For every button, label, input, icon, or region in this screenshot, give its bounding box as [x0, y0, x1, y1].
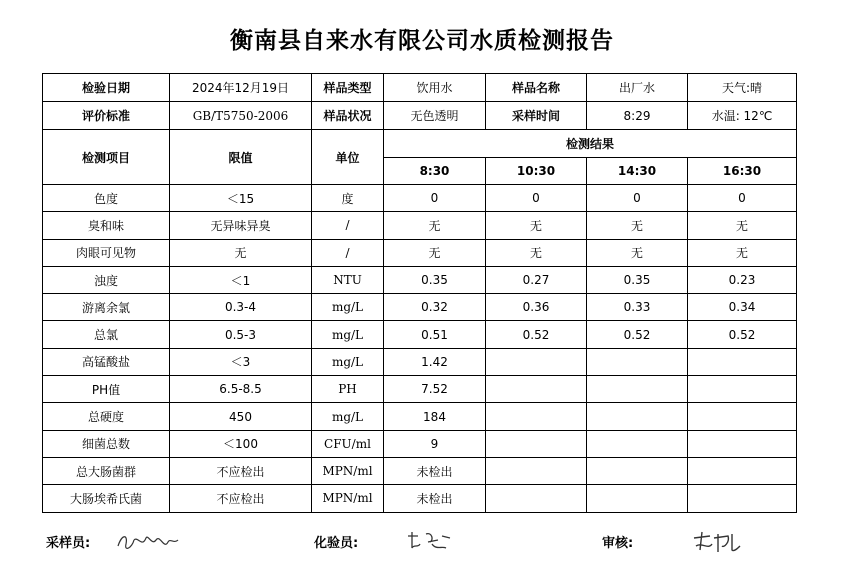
result-cell: [587, 376, 688, 403]
limit-cell: 0.3-4: [170, 294, 312, 321]
limit-cell: 不应检出: [170, 457, 312, 484]
result-cell: [486, 348, 587, 375]
sampler-signature: [112, 526, 182, 556]
unit-cell: mg/L: [312, 403, 384, 430]
result-cell: 0: [688, 185, 797, 212]
result-cell: [688, 403, 797, 430]
item-cell: 细菌总数: [43, 430, 170, 457]
table-row: [43, 403, 797, 430]
date-value: 2024年12月19日: [170, 74, 312, 102]
report-title: 衡南县自来水有限公司水质检测报告: [230, 28, 614, 54]
result-cell: 无: [384, 212, 486, 239]
unit-cell: /: [312, 212, 384, 239]
header-row-2: [43, 102, 797, 130]
sample-name-value: 出厂水: [587, 74, 688, 102]
table-row: [43, 485, 797, 512]
table-row: [43, 348, 797, 375]
header-row-1: [43, 74, 797, 102]
unit-cell: NTU: [312, 266, 384, 293]
item-cell: 色度: [43, 185, 170, 212]
col-limit-header: 限值: [170, 130, 312, 185]
reviewer-label: 审核:: [602, 536, 634, 551]
result-cell: 无: [486, 212, 587, 239]
result-cell: [486, 485, 587, 512]
result-cell: 0.32: [384, 294, 486, 321]
sample-status-value: 无色透明: [384, 102, 486, 130]
time-header: 10:30: [486, 158, 587, 185]
result-cell: 无: [384, 239, 486, 266]
result-cell: 184: [384, 403, 486, 430]
result-cell: [688, 430, 797, 457]
result-cell: [587, 403, 688, 430]
col-results-header: 检测结果: [384, 130, 797, 158]
result-cell: 0.52: [587, 321, 688, 348]
result-cell: 0: [384, 185, 486, 212]
result-cell: 未检出: [384, 485, 486, 512]
result-cell: 0.34: [688, 294, 797, 321]
unit-cell: mg/L: [312, 321, 384, 348]
result-cell: 0.35: [587, 266, 688, 293]
unit-cell: MPN/ml: [312, 485, 384, 512]
result-cell: [688, 457, 797, 484]
limit-cell: ＜100: [170, 430, 312, 457]
result-cell: [688, 485, 797, 512]
weather: 天气:晴: [688, 74, 797, 102]
limit-cell: ＜1: [170, 266, 312, 293]
tester-label: 化验员:: [314, 536, 359, 551]
sample-name-label: 样品名称: [486, 74, 587, 102]
table-row: [43, 266, 797, 293]
col-unit-header: 单位: [312, 130, 384, 185]
time-header: 8:30: [384, 158, 486, 185]
reviewer-signature: [688, 526, 748, 558]
item-cell: 大肠埃希氏菌: [43, 485, 170, 512]
limit-cell: ＜3: [170, 348, 312, 375]
sampling-time-label: 采样时间: [486, 102, 587, 130]
result-cell: 无: [688, 239, 797, 266]
table-row: [43, 321, 797, 348]
result-cell: 0.52: [486, 321, 587, 348]
result-cell: 9: [384, 430, 486, 457]
limit-cell: 不应检出: [170, 485, 312, 512]
result-cell: 1.42: [384, 348, 486, 375]
water-temp: 水温: 12℃: [688, 102, 797, 130]
limit-cell: 0.5-3: [170, 321, 312, 348]
result-cell: [587, 430, 688, 457]
item-cell: 肉眼可见物: [43, 239, 170, 266]
result-cell: 0: [587, 185, 688, 212]
result-cell: 0.33: [587, 294, 688, 321]
result-cell: 7.52: [384, 376, 486, 403]
unit-cell: MPN/ml: [312, 457, 384, 484]
sample-status-label: 样品状况: [312, 102, 384, 130]
limit-cell: ＜15: [170, 185, 312, 212]
item-cell: 总氯: [43, 321, 170, 348]
report-table: [42, 73, 797, 513]
table-row: [43, 457, 797, 484]
col-item-header: 检测项目: [43, 130, 170, 185]
sample-type-label: 样品类型: [312, 74, 384, 102]
column-header-row-1: [43, 130, 797, 158]
item-cell: 游离余氯: [43, 294, 170, 321]
result-cell: 无: [587, 212, 688, 239]
result-cell: [688, 348, 797, 375]
table-row: [43, 294, 797, 321]
item-cell: 总大肠菌群: [43, 457, 170, 484]
standard-value: GB/T5750-2006: [170, 102, 312, 130]
result-cell: [587, 485, 688, 512]
item-cell: 浊度: [43, 266, 170, 293]
item-cell: 总硬度: [43, 403, 170, 430]
standard-label: 评价标准: [43, 102, 170, 130]
time-header: 16:30: [688, 158, 797, 185]
result-cell: [486, 376, 587, 403]
limit-cell: 无异味异臭: [170, 212, 312, 239]
table-row: [43, 239, 797, 266]
tester-signature: [402, 526, 462, 556]
result-cell: [486, 403, 587, 430]
sample-type-value: 饮用水: [384, 74, 486, 102]
sampler-label: 采样员:: [46, 536, 91, 551]
item-cell: 臭和味: [43, 212, 170, 239]
result-cell: [587, 457, 688, 484]
table-row: [43, 376, 797, 403]
result-cell: 0.23: [688, 266, 797, 293]
item-cell: 高锰酸盐: [43, 348, 170, 375]
table-row: [43, 212, 797, 239]
unit-cell: /: [312, 239, 384, 266]
result-cell: 无: [486, 239, 587, 266]
unit-cell: mg/L: [312, 294, 384, 321]
result-cell: 0.52: [688, 321, 797, 348]
result-cell: 0.51: [384, 321, 486, 348]
limit-cell: 450: [170, 403, 312, 430]
result-cell: 0.35: [384, 266, 486, 293]
unit-cell: CFU/ml: [312, 430, 384, 457]
result-cell: 无: [688, 212, 797, 239]
table-row: [43, 185, 797, 212]
limit-cell: 6.5-8.5: [170, 376, 312, 403]
result-cell: 0: [486, 185, 587, 212]
result-cell: [486, 430, 587, 457]
unit-cell: 度: [312, 185, 384, 212]
result-cell: 0.36: [486, 294, 587, 321]
unit-cell: mg/L: [312, 348, 384, 375]
table-row: [43, 430, 797, 457]
result-cell: [587, 348, 688, 375]
item-cell: PH值: [43, 376, 170, 403]
result-cell: [688, 376, 797, 403]
sampling-time-value: 8:29: [587, 102, 688, 130]
result-cell: 0.27: [486, 266, 587, 293]
result-cell: 无: [587, 239, 688, 266]
result-cell: 未检出: [384, 457, 486, 484]
result-cell: [486, 457, 587, 484]
unit-cell: PH: [312, 376, 384, 403]
time-header: 14:30: [587, 158, 688, 185]
date-label: 检验日期: [43, 74, 170, 102]
limit-cell: 无: [170, 239, 312, 266]
